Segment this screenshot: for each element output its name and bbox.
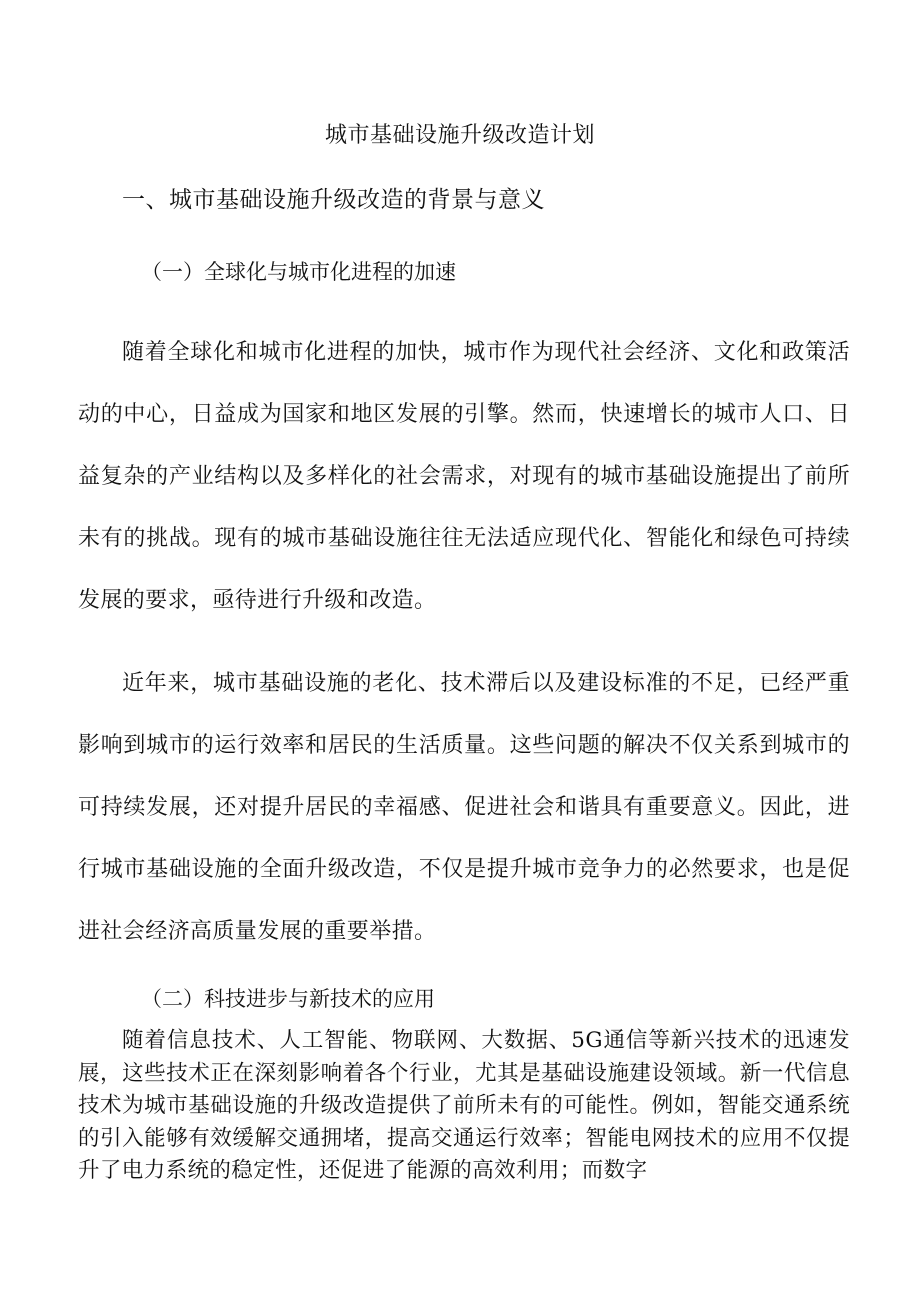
document-title: 城市基础设施升级改造计划 [324, 123, 595, 148]
paragraph-2: 近年来，城市基础设施的老化、技术滞后以及建设标准的不足，已经严重影响到城市的运行效率和居民的生活质量。这些问题的解决不仅关系到城市的可持续发展，还对提升居民的幸福感、促进社会和谐具有重要意义。因此，进行城市基础设施的全面升级改造，不仅是提升城市竞争力的必然要求，也是促进社会经济高质量发展的重要举措。 [78, 671, 850, 944]
paragraph-1: 随着全球化和城市化进程的加快，城市作为现代社会经济、文化和政策活动的中心，日益成为国家和地区发展的引擎。然而，快速增长的城市人口、日益复杂的产业结构以及多样化的社会需求，对现有的城市基础设施提出了前所未有的挑战。现有的城市基础设施往往无法适应现代化、智能化和绿色可持续发展的要求，亟待进行升级和改造。 [78, 340, 850, 613]
subsection-heading-2: （二）科技进步与新技术的应用 [141, 987, 435, 1011]
section-heading: 一、城市基础设施升级改造的背景与意义 [122, 187, 545, 213]
subsection-heading-1: （一）全球化与城市化进程的加速 [141, 260, 456, 284]
paragraph-3: 随着信息技术、人工智能、物联网、大数据、5G通信等新兴技术的迅速发展，这些技术正在深刻影响着各个行业，尤其是基础设施建设领域。新一代信息技术为城市基础设施的升级改造提供了前所未有的可能性。例如，智能交通系统的引入能够有效缓解交通拥堵，提高交通运行效率；智能电网技术的应用不仅提升了电力系统的稳定性，还促进了能源的高效利用；而数字 [78, 1028, 850, 1183]
